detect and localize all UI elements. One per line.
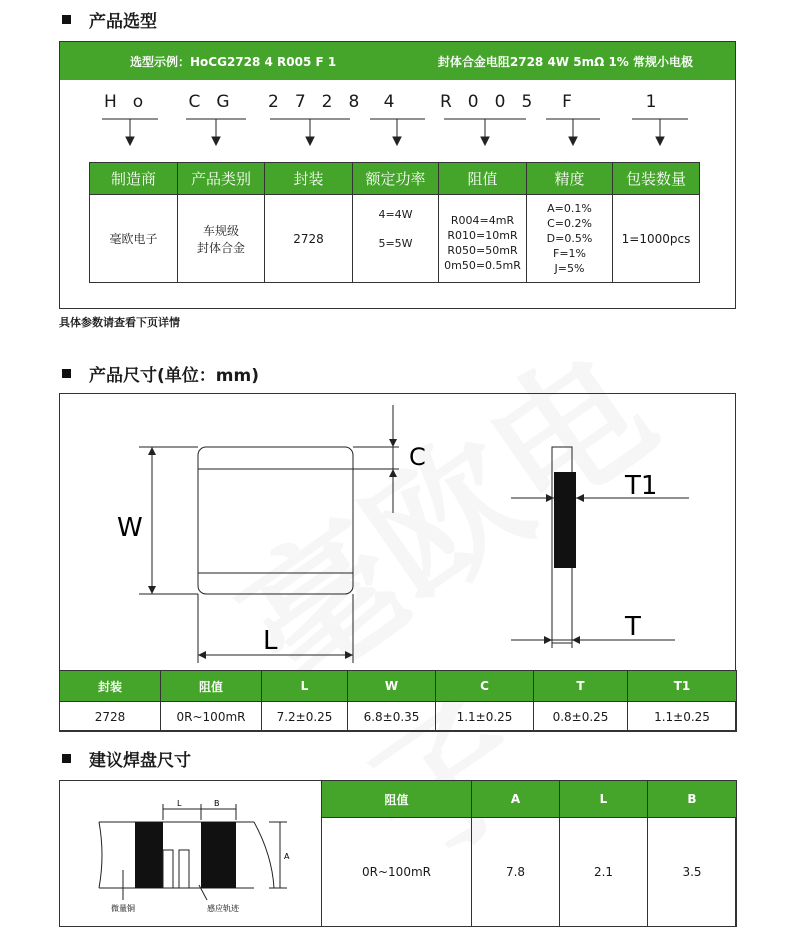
precision-option: J=5%: [554, 262, 585, 275]
label-T1: T1: [625, 471, 658, 501]
dim-cell: 7.2±0.25: [262, 702, 348, 732]
pad-table: [321, 780, 737, 927]
col-precision: 精度: [527, 163, 613, 195]
pad-label-A: A: [284, 852, 290, 861]
cell-maker: 毫欧电子: [90, 195, 178, 283]
bullet-square-icon: [62, 369, 71, 378]
pad-right: [201, 822, 236, 888]
pad-cell: 3.5: [648, 818, 737, 927]
dim-col-L: L: [262, 671, 348, 702]
dim-col-T: T: [534, 671, 628, 702]
power-option: 4=4W: [378, 208, 413, 221]
pad-col-A: A: [472, 781, 560, 818]
pad-cell: 2.1: [560, 818, 648, 927]
power-option: 5=5W: [378, 237, 413, 250]
pad-label-L: L: [177, 799, 182, 808]
dim-col-resistance: 阻值: [161, 671, 262, 702]
section-title-text: 产品尺寸(单位：mm): [89, 366, 259, 386]
cell-resistance: [439, 195, 527, 283]
col-maker: 制造商: [90, 163, 178, 195]
precision-option: F=1%: [553, 247, 586, 260]
detail-note: 具体参数请查看下页详情: [59, 316, 180, 329]
dim-cell: 1.1±0.25: [436, 702, 534, 732]
dim-col-T1: T1: [628, 671, 737, 702]
cell-power: [353, 195, 439, 283]
resistance-option: R010=10mR: [447, 228, 518, 242]
section-title-text: 建议焊盘尺寸: [89, 751, 191, 771]
resistance-option: R050=50mR: [447, 243, 518, 257]
code-part-packing: 1: [645, 92, 673, 112]
col-category: 产品类别: [178, 163, 265, 195]
bullet-square-icon: [62, 754, 71, 763]
resistance-option: R004=4mR: [450, 213, 515, 227]
precision-option: C=0.2%: [547, 217, 592, 230]
col-package: 封装: [265, 163, 353, 195]
cell-category-line2: 封体合金: [196, 240, 245, 255]
cell-category: [178, 195, 265, 283]
label-L: L: [263, 626, 278, 656]
cell-packing: 1=1000pcs: [613, 195, 700, 283]
pad-drawing: [59, 780, 321, 927]
resistance-option: 0m50=0.5mR: [444, 258, 521, 272]
bullet-square-icon: [62, 15, 71, 24]
label-T: T: [625, 612, 641, 642]
section-title-pad: [62, 746, 191, 771]
cell-precision: [527, 195, 613, 283]
code-part-maker: Ho: [104, 92, 160, 112]
pad-col-resistance: 阻值: [322, 781, 472, 818]
selection-table: [89, 162, 700, 283]
pad-cell: 0R~100mR: [322, 818, 472, 927]
pad-label-trace: 感应轨迹: [207, 904, 239, 913]
pad-left: [135, 822, 163, 888]
code-part-precision: F: [562, 92, 588, 112]
selection-header-bar: [60, 42, 735, 80]
col-resistance: 阻值: [439, 163, 527, 195]
section-title-text: 产品选型: [89, 12, 157, 32]
pad-col-L: L: [560, 781, 648, 818]
code-part-category: CG: [188, 92, 246, 112]
dimension-drawing: [59, 393, 736, 671]
dim-cell: 6.8±0.35: [348, 702, 436, 732]
code-part-package: 2728: [268, 92, 376, 112]
col-packing: 包装数量: [613, 163, 700, 195]
dim-col-C: C: [436, 671, 534, 702]
cell-category-line1: 车规级: [202, 223, 239, 238]
dim-cell: 0R~100mR: [161, 702, 262, 732]
electrode-block: [554, 472, 576, 568]
dim-col-package: 封装: [60, 671, 161, 702]
section-title-dimensions: [62, 361, 259, 386]
pad-cell: 7.8: [472, 818, 560, 927]
precision-option: D=0.5%: [546, 232, 593, 245]
pad-label-B: B: [214, 799, 220, 808]
cell-package: 2728: [265, 195, 353, 283]
pad-label-copper: 微量铜: [111, 904, 135, 913]
label-C: C: [409, 443, 426, 471]
dim-col-W: W: [348, 671, 436, 702]
code-arrows: [0, 115, 794, 155]
code-part-power: 4: [383, 92, 411, 112]
section-title-selection: [62, 7, 157, 32]
precision-option: A=0.1%: [547, 202, 592, 215]
dim-cell: 2728: [60, 702, 161, 732]
col-power: 额定功率: [353, 163, 439, 195]
pad-col-B: B: [648, 781, 737, 818]
dim-cell: 0.8±0.25: [534, 702, 628, 732]
selection-example: 选型示例：HoCG2728 4 R005 F 1: [130, 54, 337, 69]
selection-description: 封体合金电阻2728 4W 5mΩ 1% 常规小电极: [437, 54, 693, 69]
label-W: W: [117, 513, 143, 543]
dim-cell: 1.1±0.25: [628, 702, 737, 732]
dimension-table: [59, 670, 737, 732]
code-part-resistance: R005: [440, 92, 549, 112]
